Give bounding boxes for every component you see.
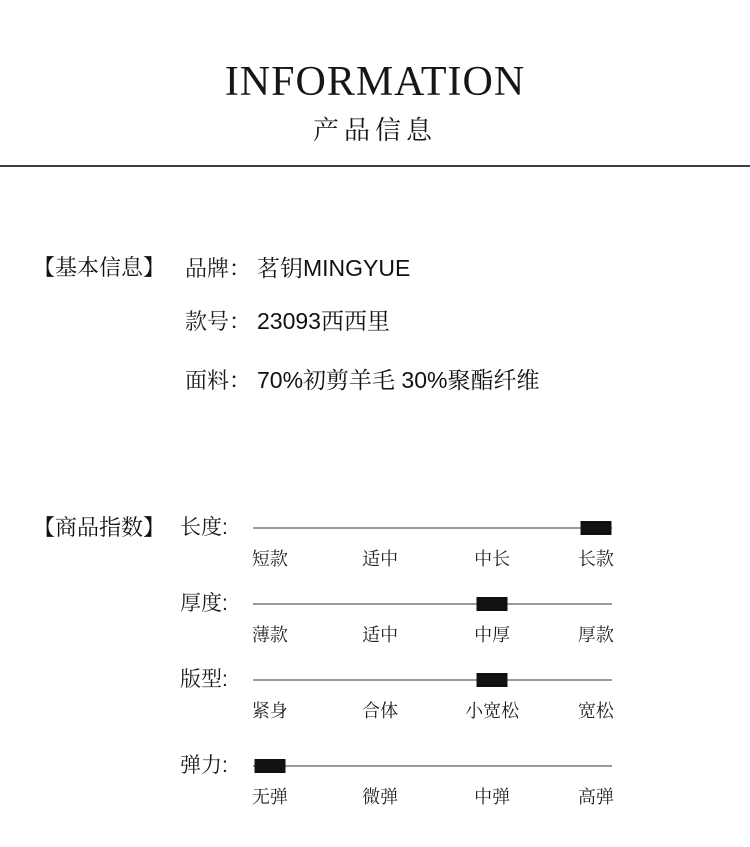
slider-row-label: 弹力: [180, 754, 228, 777]
slider-marker [477, 673, 508, 687]
page-subtitle: 产品信息 [312, 115, 437, 145]
slider-row-label: 版型: [180, 668, 228, 691]
index-slider-row [180, 666, 620, 728]
slider-tick-label: 紧身 [251, 701, 288, 721]
slider-track-area [253, 590, 612, 652]
slider-tick-label: 高弹 [577, 787, 614, 807]
slider-tick-label: 宽松 [577, 701, 614, 721]
info-row-label: 品牌： [185, 256, 252, 281]
slider-tick-label: 适中 [362, 549, 399, 569]
index-slider-row [180, 514, 620, 576]
slider-tick-label: 小宽松 [465, 701, 520, 721]
basic-info-heading: 【基本信息】 [33, 255, 166, 280]
info-row-label: 款号： [185, 309, 252, 334]
slider-tick-label: 微弹 [362, 787, 399, 807]
slider-track-line [253, 603, 612, 605]
slider-tick-label: 中厚 [474, 625, 511, 645]
info-row-value: 茗钥MINGYUE [257, 255, 411, 281]
index-slider-row [180, 590, 620, 652]
slider-tick-label: 长款 [577, 549, 614, 569]
slider-tick-label: 中长 [474, 549, 511, 569]
slider-track-line [253, 765, 612, 767]
slider-tick-label: 薄款 [251, 625, 288, 645]
slider-marker [477, 597, 508, 611]
info-row [185, 307, 390, 335]
info-row-label: 面料： [185, 368, 252, 393]
slider-track-area [253, 666, 612, 728]
slider-tick-label: 适中 [362, 625, 399, 645]
slider-marker [580, 521, 611, 535]
slider-row-label: 长度: [180, 516, 228, 539]
product-index-heading: 【商品指数】 [33, 515, 166, 540]
slider-row-label: 厚度: [180, 592, 228, 615]
slider-tick-label: 无弹 [251, 787, 288, 807]
slider-tick-label: 短款 [251, 549, 288, 569]
index-slider-row [180, 752, 620, 814]
info-row-value: 70%初剪羊毛 30%聚酯纤维 [257, 367, 540, 393]
slider-track-area [253, 514, 612, 576]
page-title: INFORMATION [224, 59, 526, 105]
slider-track-area [253, 752, 612, 814]
info-row-value: 23093西西里 [257, 308, 390, 334]
slider-tick-label: 中弹 [474, 787, 511, 807]
slider-marker [254, 759, 285, 773]
slider-track-line [253, 527, 612, 529]
slider-tick-label: 厚款 [577, 625, 614, 645]
slider-track-line [253, 679, 612, 681]
slider-tick-label: 合体 [362, 701, 399, 721]
info-row [185, 366, 539, 394]
info-row [185, 254, 410, 282]
divider [0, 165, 750, 167]
